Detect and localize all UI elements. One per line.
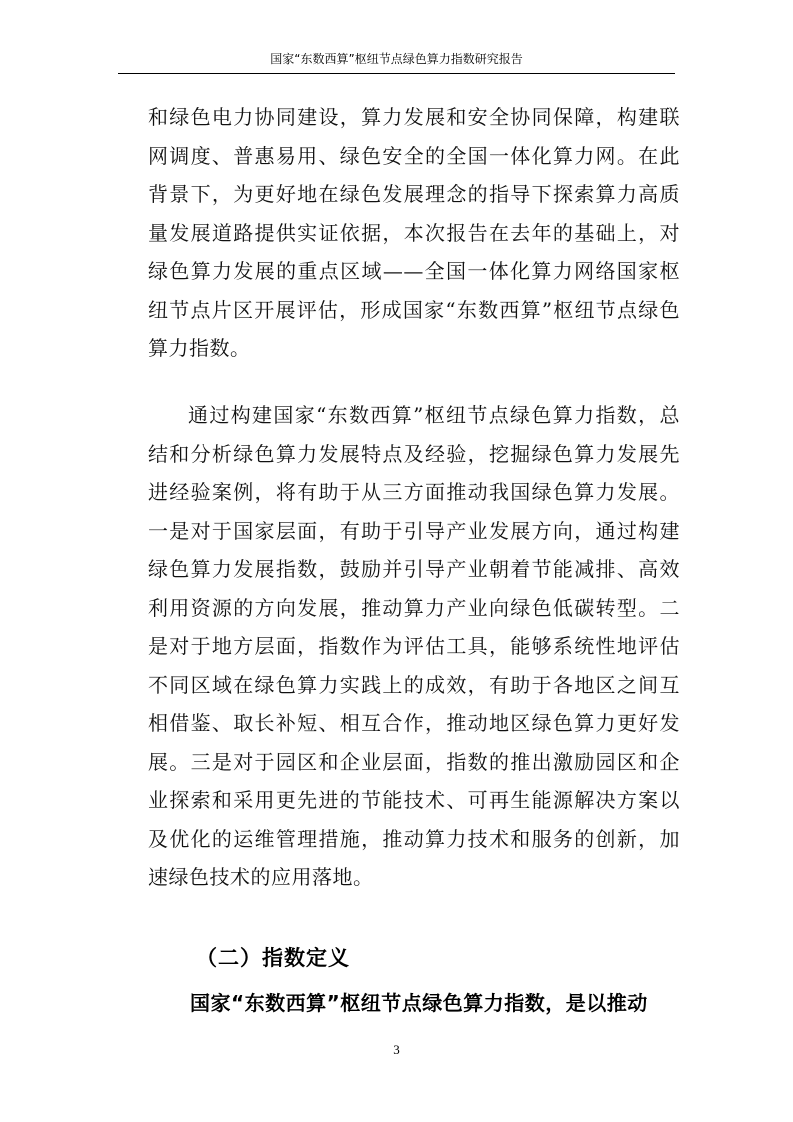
header-divider [118,73,675,74]
running-header: 国家“东数西算”枢纽节点绿色算力指数研究报告 [270,52,523,66]
body-paragraph-1: 和绿色电力协同建设，算力发展和安全协同保障，构建联网调度、普惠易用、绿色安全的全国一体化算力网。在此背景下，为更好地在绿色发展理念的指导下探索算力高质量发展道路提供实证依据，本次报告在去年的基础上，对绿色算力发展的重点区域——全国一体化算力网络国家枢纽节点片区开展评估，形成国家“东数西算”枢纽节点绿色算力指数。 [148,105,680,360]
body-paragraph-2: 通过构建国家“东数西算”枢纽节点绿色算力指数，总结和分析绿色算力发展特点及经验，挖掘绿色算力发展先进经验案例，将有助于从三方面推动我国绿色算力发展。一是对于国家层面，有助于引导产业发展方向，通过构建绿色算力发展指数，鼓励并引导产业朝着节能减排、高效利用资源的方向发展，推动算力产业向绿色低碳转型。二是对于地方层面，指数作为评估工具，能够系统性地评估不同区域在绿色算力实践上的成效，有助于各地区之间互相借鉴、取长补短、相互合作，推动地区绿色算力更好发展。三是对于园区和企业层面，指数的推出激励园区和企业探索和采用更先进的节能技术、可再生能源解决方案以及优化的运维管理措施，推动算力技术和服务的创新，加速绿色技术的应用落地。 [148,403,680,889]
body-paragraph-3: 国家“东数西算”枢纽节点绿色算力指数，是以推动 [190,991,648,1015]
page-number: 3 [393,1042,400,1057]
section-heading: （二）指数定义 [196,946,350,970]
